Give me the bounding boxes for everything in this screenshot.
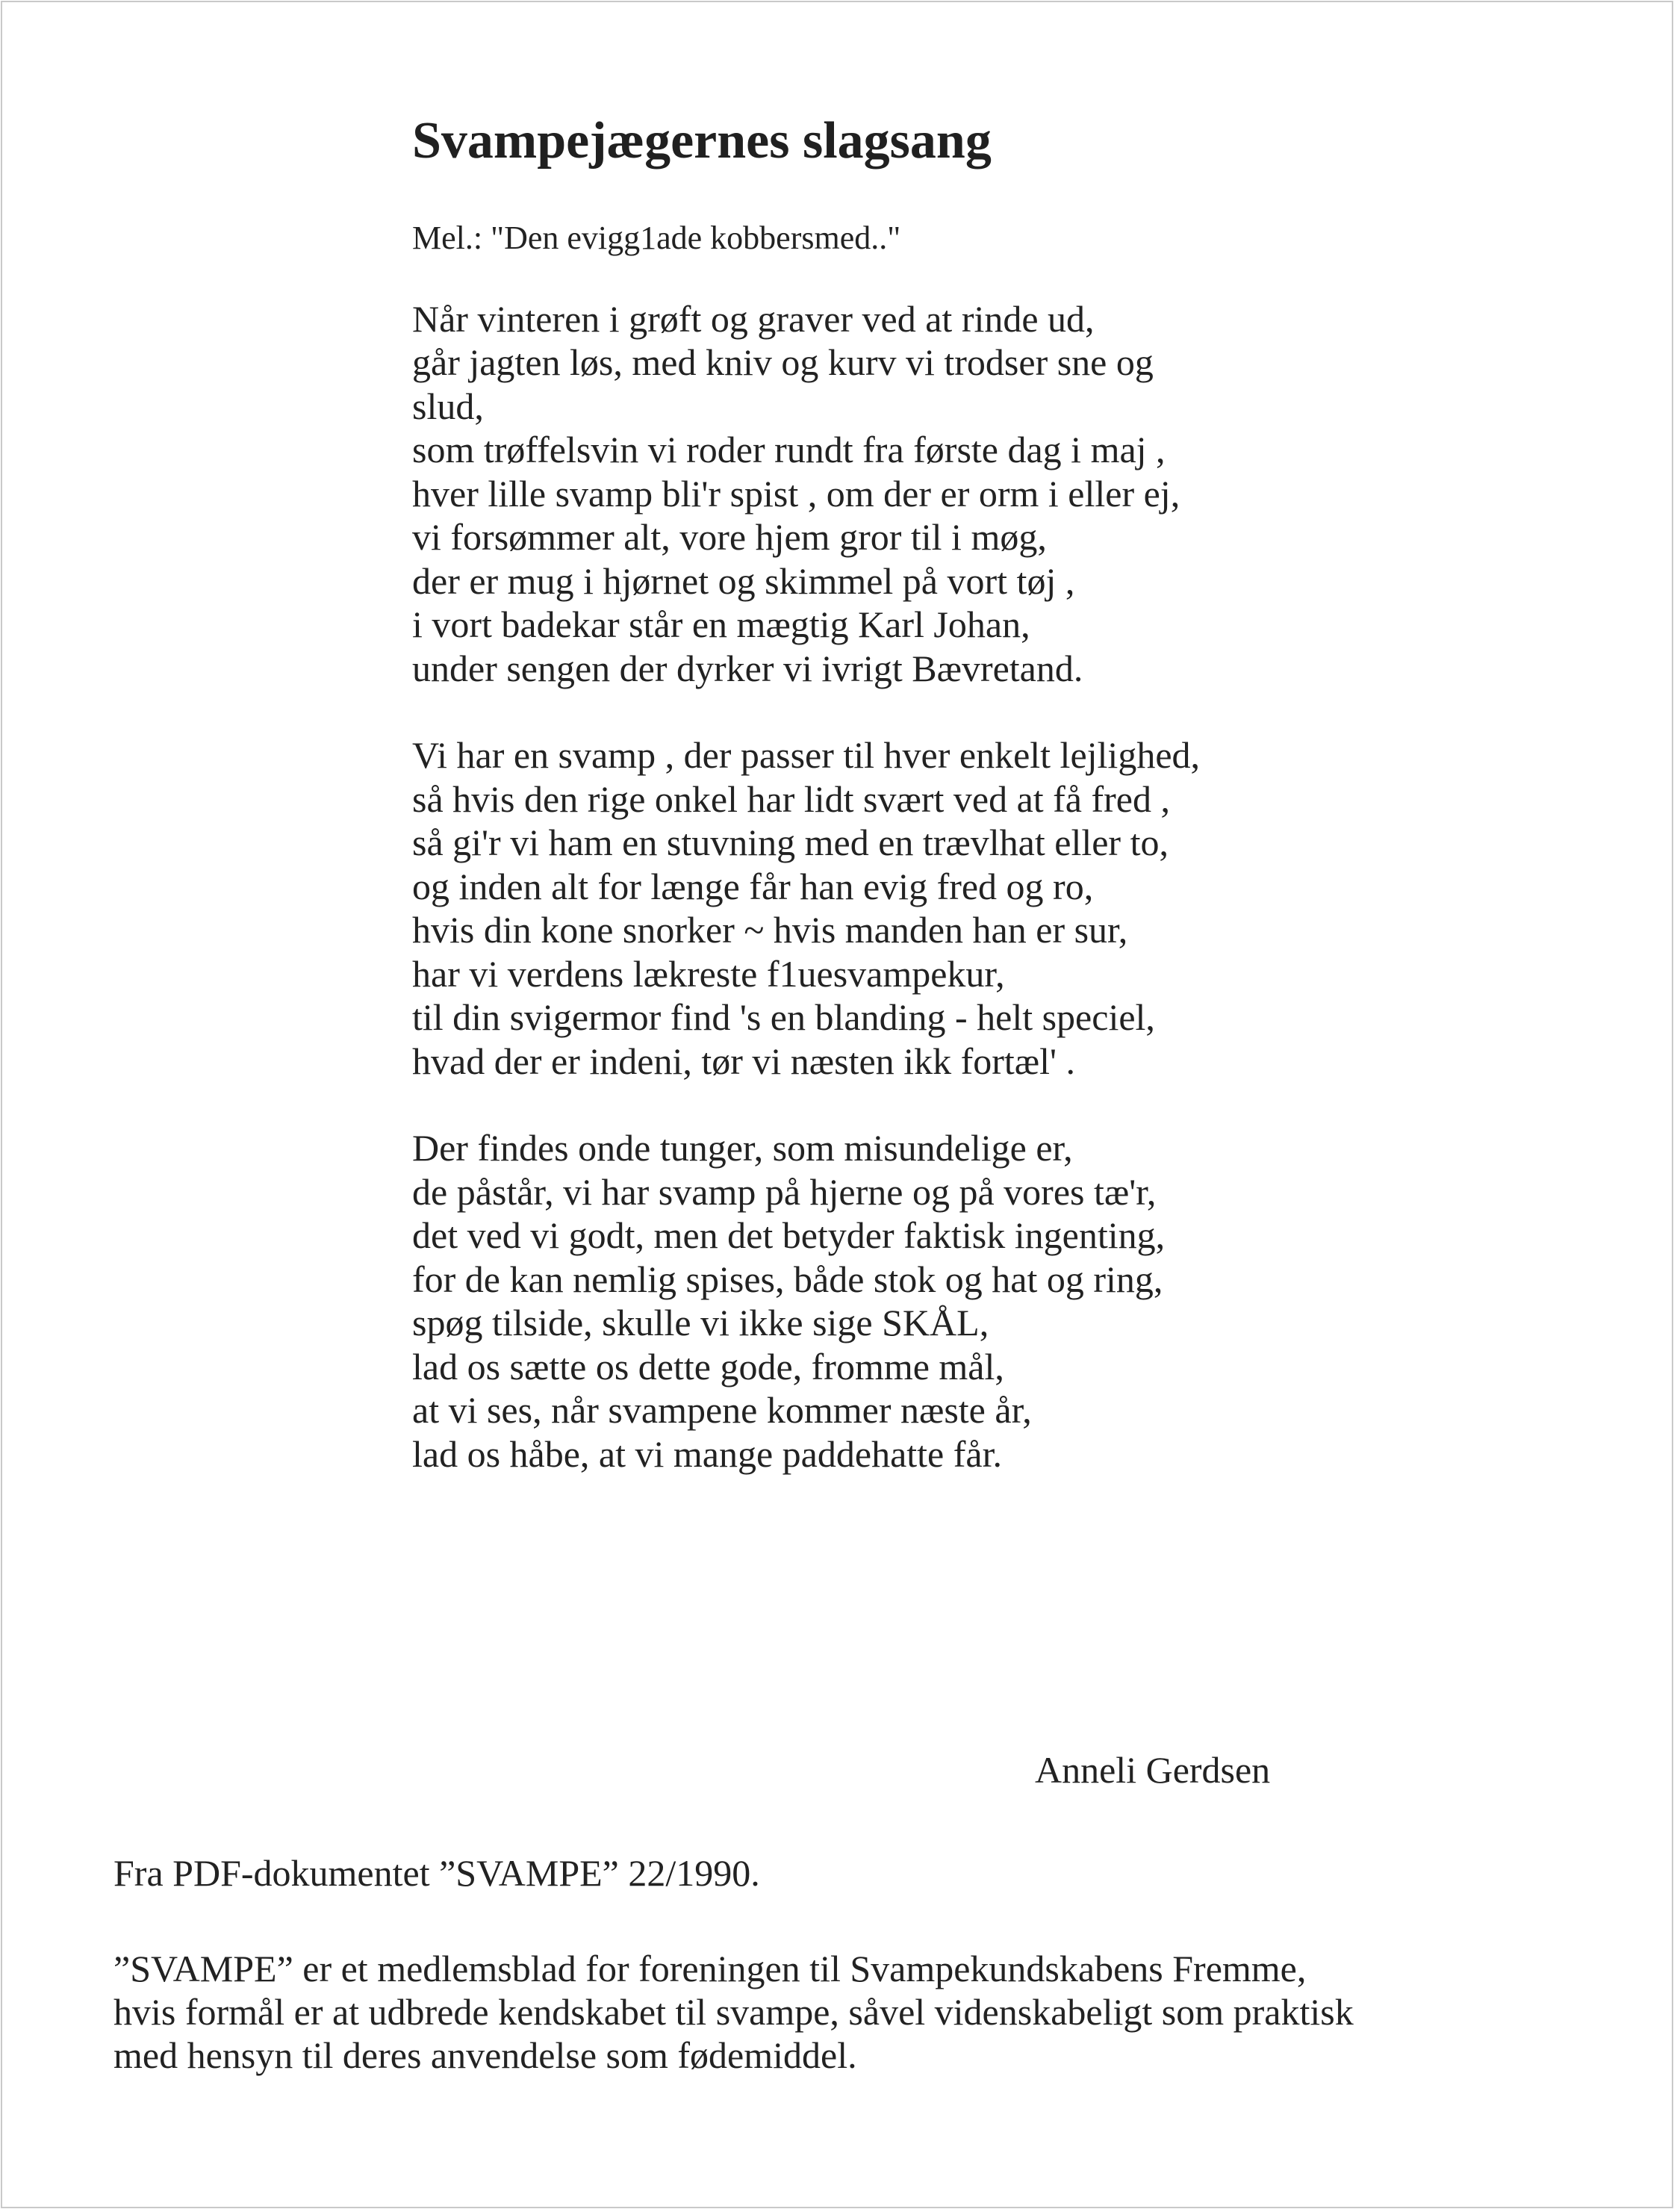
stanza-3 — [412, 1126, 1443, 1476]
stanza-1 — [412, 297, 1443, 691]
verse-line: vi forsømmer alt, vore hjem gror til i møg, — [412, 516, 1047, 559]
verse-line: under sengen der dyrker vi ivrigt Bævretand. — [412, 647, 1083, 689]
verse-line: Der findes onde tunger, som misundelige er, — [412, 1127, 1073, 1169]
verse-line: som trøffelsvin vi roder rundt fra første dag i maj , — [412, 429, 1166, 471]
verse-line: går jagten løs, med kniv og kurv vi trodser sne og — [412, 341, 1154, 384]
source-note: Fra PDF-dokumentet ”SVAMPE” 22/1990. — [113, 1852, 760, 1894]
stanza-2 — [412, 733, 1443, 1083]
about-paragraph — [113, 1947, 1659, 2077]
verse-line: har vi verdens lækreste f1uesvampekur, — [412, 952, 1005, 995]
verse-line: det ved vi godt, men det betyder faktisk ingenting, — [412, 1214, 1166, 1257]
about-line: med hensyn til deres anvendelse som fødemiddel. — [113, 2034, 857, 2076]
verse-line: og inden alt for længe får han evig fred og ro, — [412, 865, 1094, 907]
verse-line: i vort badekar står en mægtig Karl Johan, — [412, 603, 1030, 646]
verse-line: Når vinteren i grøft og graver ved at rinde ud, — [412, 297, 1095, 340]
melody-note: Mel.: "Den evigg1ade kobbersmed.." — [412, 220, 901, 256]
verse-line: hvad der er indeni, tør vi næsten ikk fortæl' . — [412, 1040, 1076, 1082]
poem-title: Svampejægernes slagsang — [412, 112, 992, 170]
verse-line: der er mug i hjørnet og skimmel på vort tøj , — [412, 559, 1075, 602]
about-line: hvis formål er at udbrede kendskabet til svampe, såvel videnskabeligt som praktisk — [113, 1991, 1354, 2033]
verse-line: til din svigermor find 's en blanding - helt speciel, — [412, 996, 1155, 1039]
verse-line: lad os sætte os dette gode, fromme mål, — [412, 1345, 1004, 1388]
verse-line: at vi ses, når svampene kommer næste år, — [412, 1389, 1032, 1432]
verse-line: så gi'r vi ham en stuvning med en trævlhat eller to, — [412, 821, 1169, 864]
verse-line: for de kan nemlig spises, både stok og hat og ring, — [412, 1258, 1163, 1300]
verse-line: spøg tilside, skulle vi ikke sige SKÅL, — [412, 1302, 989, 1344]
verse-line: de påstår, vi har svamp på hjerne og på vores tæ'r, — [412, 1170, 1157, 1213]
verse-line: slud, — [412, 385, 484, 427]
verse-line: hver lille svamp bli'r spist , om der er orm i eller ej, — [412, 472, 1180, 515]
poem — [412, 112, 1443, 1476]
verse-line: så hvis den rige onkel har lidt svært ved at få fred , — [412, 777, 1170, 820]
verse-line: hvis din kone snorker ~ hvis manden han er sur, — [412, 909, 1128, 951]
verse-line: Vi har en svamp , der passer til hver enkelt lejlighed, — [412, 734, 1201, 777]
about-line: ”SVAMPE” er et medlemsblad for foreningen til Svampekundskabens Fremme, — [113, 1948, 1307, 1989]
poem-author: Anneli Gerdsen — [1035, 1749, 1271, 1791]
verse-line: lad os håbe, at vi mange paddehatte får. — [412, 1432, 1002, 1475]
